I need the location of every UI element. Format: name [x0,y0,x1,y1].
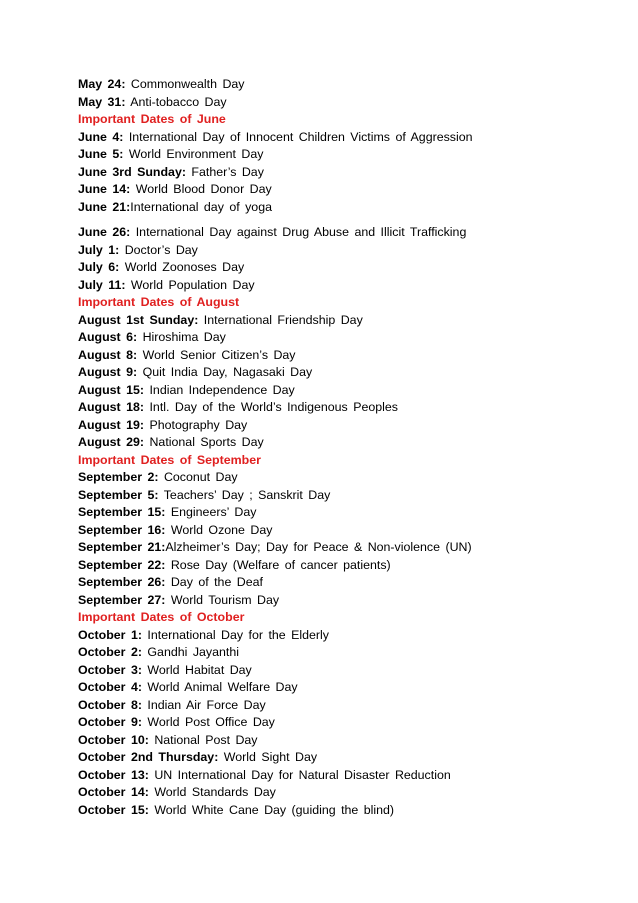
date-label: October 13: [78,767,149,782]
section-heading [78,111,618,129]
date-entry [78,679,618,697]
date-entry [78,76,618,94]
date-entry [78,749,618,767]
date-entry [78,312,618,330]
event-name: Quit India Day, Nagasaki Day [142,365,313,379]
date-label: July 11: [78,277,126,292]
event-name: World Animal Welfare Day [147,680,298,694]
event-name: Intl. Day of the World’s Indigenous Peoples [149,400,398,414]
event-name: Teachers’ Day ; Sanskrit Day [163,487,331,502]
date-label: October 15: [78,802,149,817]
date-entry [78,802,618,820]
date-label: June 3rd Sunday: [78,164,186,179]
date-entry [78,522,618,540]
section-heading-text: Important Dates of October [78,610,245,624]
date-label: August 19: [78,417,145,432]
date-label: August 15: [78,382,145,397]
event-name: Father’s Day [191,164,264,179]
date-entry [78,164,618,182]
event-name: World Tourism Day [170,592,280,607]
date-entry [78,146,618,164]
date-entry [78,94,618,112]
event-name: World Standards Day [154,785,276,799]
date-label: October 2: [78,645,142,659]
event-name: Day of the Deaf [170,575,263,589]
date-entry [78,434,618,452]
date-label: October 2nd Thursday: [78,750,219,764]
event-name: World Habitat Day [147,662,252,677]
event-name: Hiroshima Day [142,330,226,344]
event-name: National Post Day [154,732,258,747]
event-name: Rose Day (Welfare of cancer patients) [170,557,391,572]
date-entry [78,259,618,277]
event-name: International day of yoga [130,199,272,214]
date-label: June 26: [78,225,131,239]
date-entry [78,644,618,662]
date-label: August 9: [78,365,138,379]
date-label: October 8: [78,697,142,712]
document-page [78,76,618,819]
date-entry [78,242,618,260]
event-name: Doctor’s Day [124,242,198,257]
section-heading [78,609,618,627]
date-label: October 1: [78,627,142,642]
date-entry [78,697,618,715]
date-label: August 1st Sunday: [78,312,199,327]
date-label: September 16: [78,522,166,537]
date-label: September 22: [78,557,166,572]
date-entry [78,767,618,785]
event-name: Gandhi Jayanthi [147,645,239,659]
section-heading-text: Important Dates of June [78,112,226,126]
event-name: World Population Day [130,277,255,292]
date-entry [78,627,618,645]
date-entry [78,224,618,242]
event-name: National Sports Day [149,435,264,449]
date-label: October 10: [78,732,149,747]
date-entry [78,399,618,417]
section-heading-text: Important Dates of September [78,452,261,467]
event-name: Engineers’ Day [170,505,257,519]
event-name: World Ozone Day [170,522,273,537]
date-label: October 3: [78,662,142,677]
date-label: July 6: [78,260,120,274]
date-label: September 21: [78,540,166,554]
date-label: June 5: [78,147,124,161]
date-entry [78,382,618,400]
event-name: Indian Independence Day [149,382,295,397]
date-label: August 18: [78,400,145,414]
date-label: May 31: [78,94,126,109]
date-label: August 8: [78,347,138,362]
date-entry [78,662,618,680]
date-entry [78,487,618,505]
date-entry [78,732,618,750]
date-label: July 1: [78,242,120,257]
date-label: October 9: [78,715,142,729]
date-entry [78,277,618,295]
date-label: October 4: [78,680,142,694]
date-label: September 15: [78,505,166,519]
date-entry [78,417,618,435]
date-entry [78,347,618,365]
date-entry [78,129,618,147]
section-heading [78,452,618,470]
date-entry [78,329,618,347]
event-name: Alzheimer’s Day; Day for Peace & Non-violence (UN) [165,540,472,554]
date-entry [78,469,618,487]
date-label: June 14: [78,182,131,196]
date-label: September 2: [78,470,159,484]
date-entry [78,592,618,610]
event-name: World Sight Day [223,750,318,764]
date-entry [78,784,618,802]
event-name: International Day against Drug Abuse and Illicit Trafficking [135,225,467,239]
event-name: UN International Day for Natural Disaster Reduction [154,767,451,782]
date-entry [78,181,618,199]
date-label: September 26: [78,575,166,589]
event-name: Photography Day [149,417,248,432]
event-name: Anti-tobacco Day [130,94,227,109]
event-name: World White Cane Day (guiding the blind) [154,802,395,817]
date-label: August 6: [78,330,138,344]
event-name: Indian Air Force Day [147,697,266,712]
event-name: World Post Office Day [147,715,275,729]
date-entry [78,557,618,575]
event-name: Coconut Day [163,470,238,484]
dates-list [78,76,618,819]
event-name: International Day for the Elderly [147,627,329,642]
date-entry [78,199,618,217]
event-name: International Day of Innocent Children Victims of Aggression [128,129,473,144]
date-label: October 14: [78,785,149,799]
event-name: World Environment Day [128,147,264,161]
event-name: Commonwealth Day [130,77,245,91]
section-heading [78,294,618,312]
date-label: June 4: [78,129,124,144]
date-label: September 5: [78,487,159,502]
date-entry [78,364,618,382]
date-entry [78,574,618,592]
section-heading-text: Important Dates of August [78,295,240,309]
event-name: World Blood Donor Day [135,182,272,196]
date-label: August 29: [78,435,145,449]
date-label: June 21: [78,199,131,214]
date-entry [78,504,618,522]
event-name: World Zoonoses Day [124,260,245,274]
date-label: September 27: [78,592,166,607]
date-entry [78,539,618,557]
event-name: World Senior Citizen’s Day [142,347,296,362]
event-name: International Friendship Day [203,312,363,327]
date-label: May 24: [78,77,126,91]
date-entry [78,714,618,732]
